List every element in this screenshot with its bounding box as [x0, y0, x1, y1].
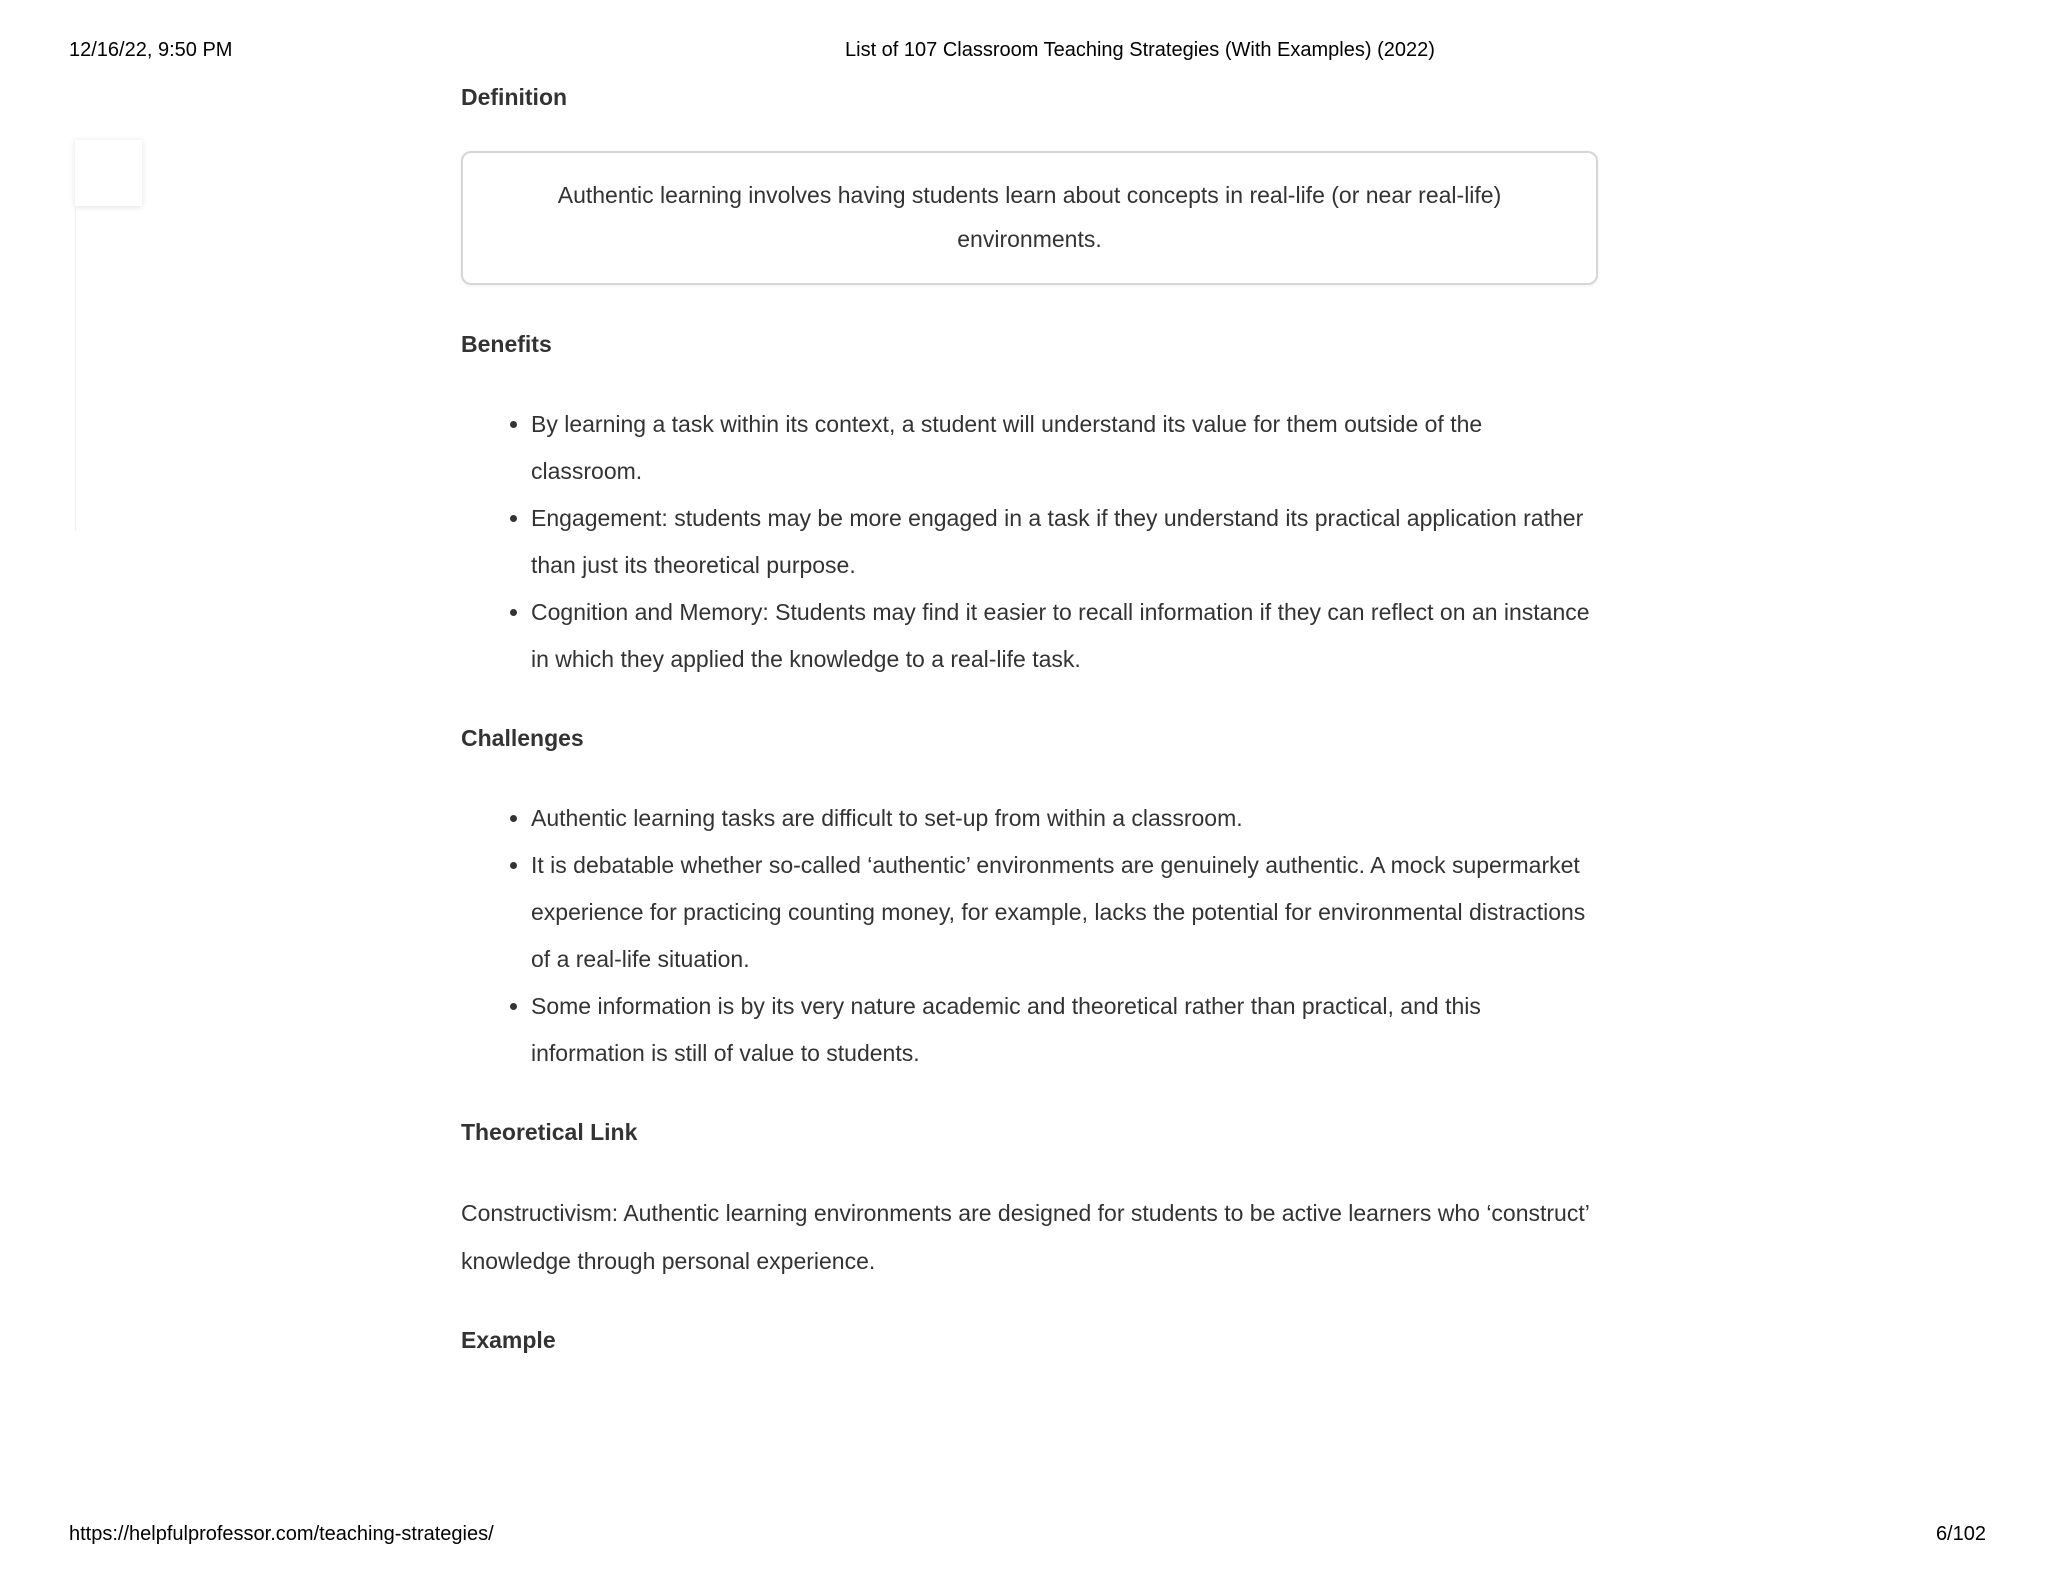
challenges-heading: Challenges: [461, 725, 584, 751]
print-header-date: 12/16/22, 9:50 PM: [69, 39, 233, 61]
list-item: • Cognition and Memory: Students may find it easier to recall information if they can reflect on an instance in which they applied the knowledge to a real-life task.: [531, 589, 1598, 683]
theoretical-link-heading: Theoretical Link: [461, 1119, 638, 1145]
list-item: • Authentic learning tasks are difficult to set-up from within a classroom.: [531, 795, 1598, 842]
sidebar-widget: [75, 140, 142, 206]
benefits-heading: Benefits: [461, 331, 552, 357]
theoretical-link-text: Constructivism: Authentic learning environments are designed for students to be active learners who ‘construct’ knowledge through personal experience.: [461, 1200, 1589, 1274]
list-item: • By learning a task within its context, a student will understand its value for them outside of the classroom.: [531, 401, 1598, 495]
print-footer-url: https://helpfulprofessor.com/teaching-strategies/: [69, 1523, 494, 1545]
benefits-list: [461, 401, 1598, 683]
print-header-title: List of 107 Classroom Teaching Strategies (With Examples) (2022): [845, 39, 1435, 61]
challenges-list: [461, 795, 1598, 1077]
sidebar-divider: [75, 206, 76, 531]
definition-heading: Definition: [461, 84, 568, 110]
example-heading: Example: [461, 1327, 556, 1353]
definition-text: Authentic learning involves having students learn about concepts in real-life (or near real-life) environments.: [557, 182, 1502, 252]
article-content: [461, 80, 1598, 1357]
list-item: • Some information is by its very nature academic and theoretical rather than practical, and this information is still of value to students.: [531, 983, 1598, 1077]
print-footer-page-number: 6/102: [1935, 1523, 1986, 1545]
list-item: • Engagement: students may be more engaged in a task if they understand its practical application rather than just its theoretical purpose.: [531, 495, 1598, 589]
list-item: • It is debatable whether so-called ‘authentic’ environments are genuinely authentic. A mock supermarket experience for practicing counting money, for example, lacks the potential for environmental distractions of a real-life situation.: [531, 842, 1598, 983]
definition-box: [461, 151, 1598, 285]
